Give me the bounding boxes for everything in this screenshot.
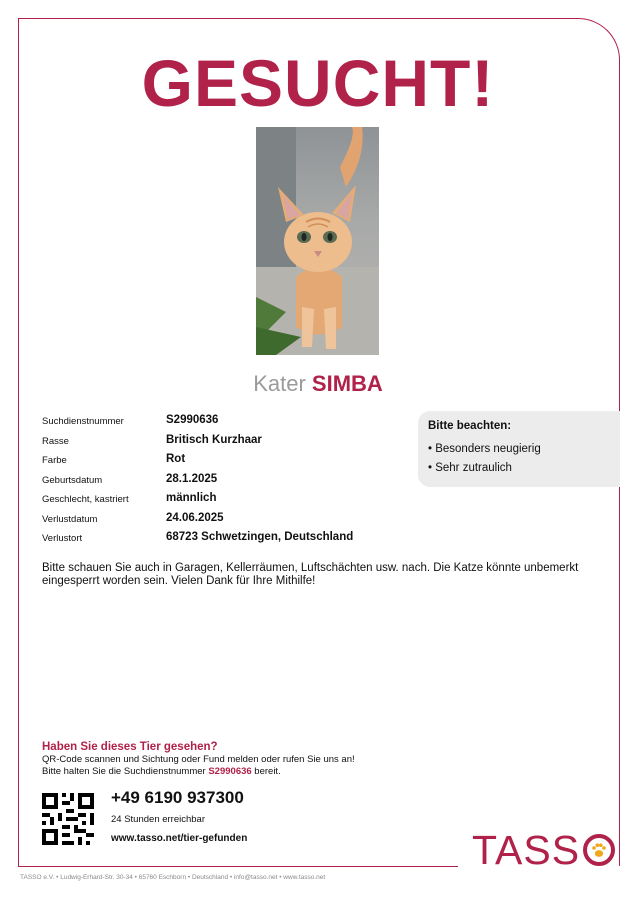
- fact-row: [42, 491, 402, 511]
- fact-row: [42, 472, 402, 492]
- fact-label: Farbe: [42, 455, 67, 466]
- fact-label: Geschlecht, kastriert: [42, 494, 129, 505]
- fact-label: Geburtsdatum: [42, 474, 103, 486]
- fact-row: [42, 433, 402, 453]
- notes-box: [418, 411, 620, 487]
- notes-item: • Sehr zutraulich: [428, 462, 512, 474]
- notes-title: Bitte beachten:: [428, 420, 512, 432]
- contact-instruction: QR-Code scannen und Sichtung oder Fund melden oder rufen Sie uns an!: [42, 754, 355, 765]
- headline: GESUCHT!: [141, 46, 495, 120]
- fact-row: [42, 530, 402, 550]
- fact-value: 24.06.2025: [166, 511, 224, 524]
- animal-name-value: SIMBA: [311, 371, 383, 396]
- animal-name: [0, 370, 636, 398]
- notes-item: • Besonders neugierig: [428, 443, 541, 455]
- poster-frame-bottom: [18, 866, 458, 867]
- fact-row: [42, 413, 402, 433]
- contact-id-note: [42, 766, 281, 777]
- logo-text: TASS: [472, 826, 581, 873]
- fact-value: S2990636: [166, 414, 219, 426]
- fact-value: 28.1.2025: [166, 472, 218, 485]
- animal-prefix: Kater: [253, 371, 306, 396]
- footer-address: TASSO e.V. • Ludwig-Erhard-Str. 30-34 • 65760 Eschborn • Deutschland • info@tasso.net • www.tasso.net: [20, 874, 326, 881]
- paw-icon: [582, 833, 616, 867]
- fact-label: Rasse: [42, 435, 69, 447]
- fact-value: Rot: [166, 453, 186, 465]
- contact-id-post: bereit.: [251, 766, 281, 777]
- fact-label: Verlustort: [42, 533, 83, 544]
- website-link[interactable]: www.tasso.net/tier-gefunden: [111, 833, 248, 844]
- fact-value: 68723 Schwetzingen, Deutschland: [166, 531, 354, 543]
- fact-label: Verlustdatum: [42, 513, 98, 525]
- contact-question: Haben Sie dieses Tier gesehen?: [42, 741, 218, 753]
- phone-number[interactable]: +49 6190 937300: [111, 788, 244, 807]
- fact-row: [42, 452, 402, 472]
- tasso-logo: [472, 826, 616, 874]
- contact-id-number: S2990636: [208, 766, 252, 777]
- cat-photo: [256, 127, 379, 355]
- qr-code-icon[interactable]: [42, 793, 94, 845]
- fact-value: Britisch Kurzhaar: [166, 433, 262, 446]
- fact-row: [42, 511, 402, 531]
- fact-label: Suchdienstnummer: [42, 416, 124, 427]
- facts-table: [42, 413, 402, 550]
- contact-id-pre: Bitte halten Sie die Suchdienstnummer: [42, 766, 209, 777]
- fact-value: männlich: [166, 492, 217, 504]
- availability-text: 24 Stunden erreichbar: [111, 814, 206, 825]
- description: Bitte schauen Sie auch in Garagen, Kellerräumen, Luftschächten usw. nach. Die Katze könnte unbemerkt eingesperrt worden sein. Vielen Dank für Ihre Mithilfe!: [42, 562, 579, 587]
